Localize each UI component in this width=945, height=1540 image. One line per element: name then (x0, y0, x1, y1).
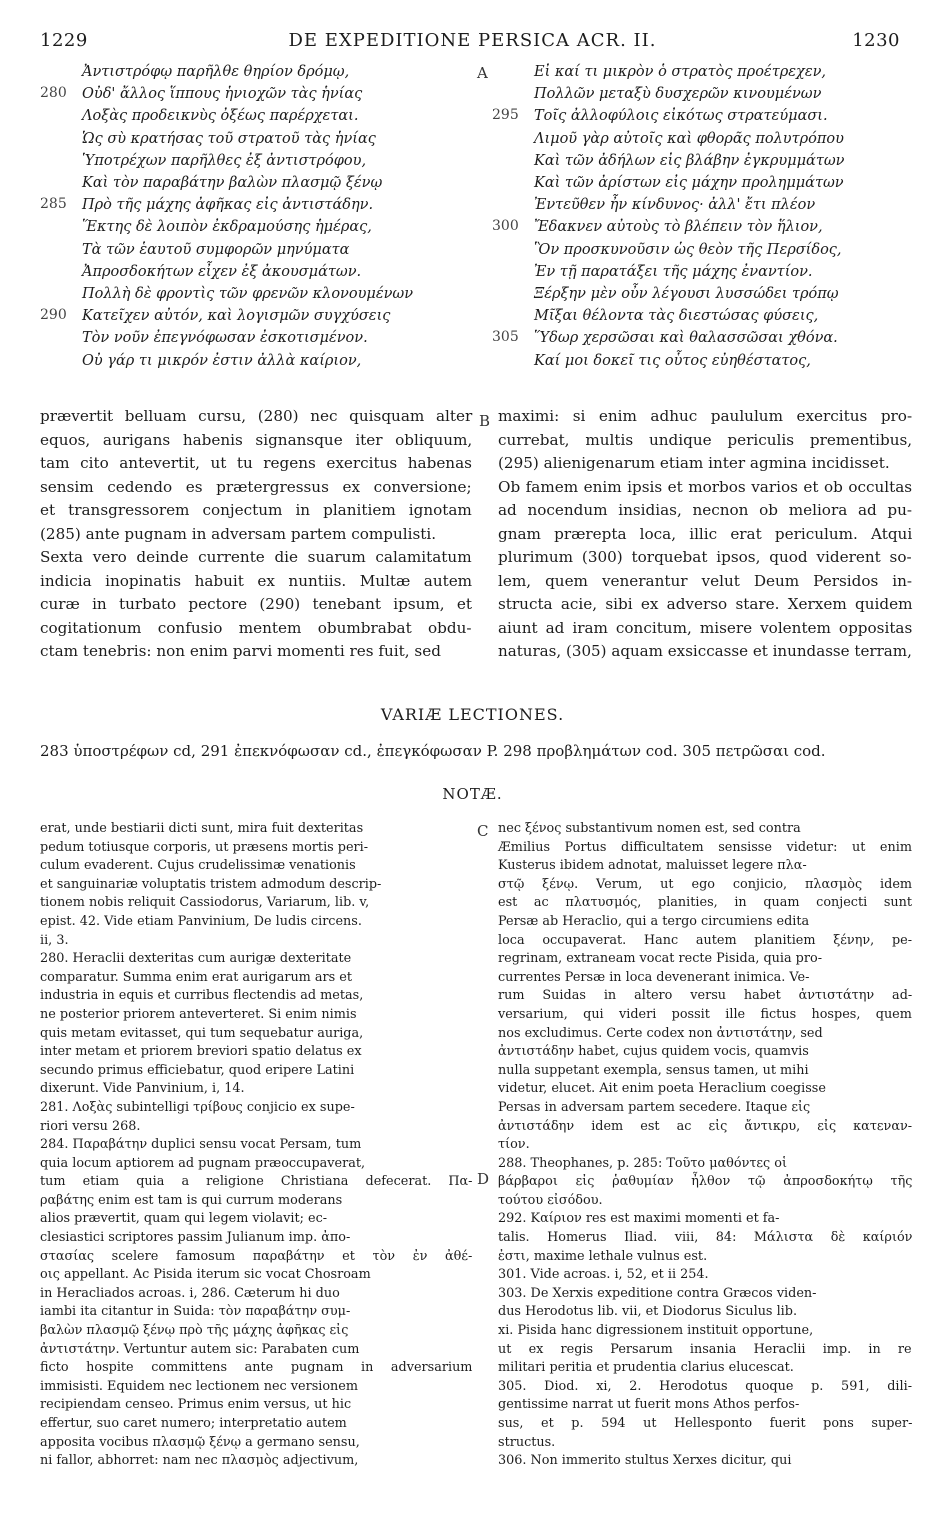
note-line: ἀντιστάτην. Vertuntur autem sic: Parabaten cum (40, 1341, 360, 1357)
verse-text: Τὸν νοῦν ἐπεγνόφωσαν ἐσκοτισμένον. (82, 330, 368, 347)
note-line: sus, et p. 594 ut Hellesponto fuerit pons super- (498, 1416, 913, 1431)
note-line: tionem nobis reliquit Cassiodorus, Variarum, lib. v, (40, 895, 370, 911)
latin-line: lem, quem venerantur velut Deum Persidos in- (498, 571, 913, 590)
latin-line: sensim cedendo es prætergressus ex conversione; (40, 477, 472, 496)
margin-letter-b: B (479, 412, 491, 430)
verse-text: Πολλὴ δὲ φροντὶς τῶν φρενῶν κλονουμένων (82, 286, 414, 302)
latin-line: cogitationum confusio mentem obumbrabat obdu- (40, 618, 472, 637)
note-line: Persas in adversam partem secedere. Itaque εἰς (498, 1099, 811, 1115)
note-line: βάρβαροι εἰς ῥαθυμίαν ἦλθον τῷ ἀπροσδοκήτῳ τῆς (498, 1174, 913, 1190)
greek-verses-right (492, 62, 912, 392)
verse-text: Καὶ τῶν ἀδήλων εἰς βλάβην ἐγκρυμμάτων (534, 152, 845, 169)
note-line: βαλὼν πλασμῷ ξένῳ πρὸ τῆς μάχης ἀφῆκας εἰς (40, 1323, 349, 1339)
note-line: secundo primus efficiebatur, quod eripere Latini (40, 1062, 355, 1078)
latin-line: Sexta vero deinde currente die suarum calamitatum (40, 548, 472, 566)
note-line: militari peritia et prudentia clarius elucescat. (498, 1360, 794, 1376)
note-line: talis. Homerus Iliad. viii, 84: Μάλιστα δὲ καίριόν (498, 1230, 913, 1246)
verse-text: Οὐδ' ἄλλος ἵππους ἡνιοχῶν τὰς ἡνίας (82, 86, 363, 103)
note-line: ne posterior priorem anteverteret. Si enim nimis (40, 1006, 357, 1022)
note-line: in Heracliados acroas. i, 286. Cæterum hi duo (40, 1285, 340, 1301)
latin-line: tam cito antevertit, ut tu regens exercitus habenas (40, 454, 472, 472)
note-line: apposita vocibus πλασμῷ ξένῳ a germano sensu, (40, 1434, 360, 1450)
note-line: industria in equis et curribus flectendis ad metas, (40, 988, 364, 1004)
running-title: DE EXPEDITIONE PERSICA ACR. II. (288, 30, 657, 51)
note-line: alios prævertit, quam qui legem violavit; ec- (40, 1211, 328, 1227)
latin-line: ctam tenebris: non enim parvi momenti res fuit, sed (40, 642, 441, 660)
latin-line: currebat, multis undique periculis prementibus, (498, 430, 913, 449)
verse-text: Ξέρξην μὲν οὖν λέγουσι λυσσώδει τρόπῳ (534, 286, 839, 302)
verse-text: Εἰ καί τι μικρὸν ὁ στρατὸς προέτρεχεν, (534, 64, 827, 80)
note-line: est ac πλατυσμός, planities, in quam conjecti sunt (498, 895, 913, 911)
verse-text: Ἔδακνεν αὐτοὺς τὸ βλέπειν τὸν ἥλιον, (534, 219, 823, 236)
note-line: τίον. (498, 1137, 530, 1153)
note-line: iambi ita citantur in Suida: τὸν παραβάτην συμ- (40, 1304, 351, 1320)
latin-translation-right (498, 405, 912, 664)
latin-line: ad nocendum insidias, necnon ob meliora ad pu- (498, 501, 913, 519)
latin-line: plurimum (300) torquebat ipsos, quod viderent so- (498, 548, 912, 566)
latin-line: prævertit belluam cursu, (280) nec quisquam alter (40, 407, 473, 425)
verse-text: Ὑποτρέχων παρῆλθες ἐξ ἀντιστρόφου, (82, 152, 367, 169)
page-number-left: 1229 (40, 30, 88, 51)
verse-text: Ἀπροσδοκήτων εἶχεν ἐξ ἀκουσμάτων. (82, 263, 362, 280)
note-line: Kusterus ibidem adnotat, maluisset legere πλα- (498, 858, 807, 874)
verse-text: Κατεῖχεν αὐτόν, καὶ λογισμῶν συγχύσεις (82, 308, 391, 325)
note-line: στῷ ξένῳ. Verum, ut ego conjicio, πλασμὸς idem (498, 876, 913, 892)
latin-line: structa acie, sibi ex adverso stare. Xerxem quidem (498, 595, 913, 613)
note-line: tum etiam quia a religione Christiana defecerat. Πα- (40, 1174, 473, 1190)
note-line: ut ex regis Persarum insania Heraclii imp. in re (498, 1341, 912, 1357)
verse-text: Καί μοι δοκεῖ τις οὗτος εὐηθέστατος, (534, 352, 811, 369)
note-line: ii, 3. (40, 932, 69, 948)
verse-text: Καὶ τὸν παραβάτην βαλὼν πλασμῷ ξένῳ (82, 175, 383, 191)
variae-lectiones-line: 283 ὑποστρέφων cd, 291 ἐπεκνόφωσαν cd., ἐπεγκόφωσαν P. 298 προβλημάτων cod. 305 πετρῶσαι cod. (40, 742, 826, 760)
verse-number: 295 (492, 107, 519, 124)
note-line: ραβάτης enim est tam is qui currum moderans (40, 1192, 343, 1208)
latin-line: maximi: si enim adhuc paululum exercitus pro- (498, 407, 913, 425)
page-number-right: 1230 (852, 30, 900, 51)
note-line: versarium, qui videri possit ille fictus hospes, quem (498, 1006, 912, 1022)
note-line: quia locum aptiorem ad pugnam præoccupaverat, (40, 1155, 366, 1171)
note-line: Persæ ab Heraclio, qui a tergo circumiens edita (498, 913, 810, 929)
verse-text: Τοῖς ἀλλοφύλοις εἰκότως στρατεύμασι. (534, 108, 828, 125)
verse-text: Πρὸ τῆς μάχης ἀφῆκας εἰς ἀντιστάδην. (82, 197, 374, 214)
latin-translation-left (40, 405, 472, 664)
note-line: immisisti. Equidem nec lectionem nec versionem (40, 1378, 359, 1394)
verse-text: Καὶ τῶν ἀρίστων εἰς μάχην προλημμάτων (534, 175, 844, 191)
latin-line: aiunt ad iram concitum, misere volentem oppositas (498, 618, 913, 637)
verse-text: Λιμοῦ γὰρ αὐτοῖς καὶ φθορᾶς πολυτρόπου (534, 130, 844, 147)
verse-number: 290 (40, 307, 67, 324)
note-line: erat, unde bestiarii dicti sunt, mira fuit dexteritas (40, 821, 364, 836)
verse-number: 280 (40, 85, 67, 102)
note-line: xi. Pisida hanc digressionem instituit opportune, (498, 1323, 814, 1339)
note-line: στασίας scelere famosum παραβάτην et τὸν ἐν ἀθέ- (40, 1248, 473, 1264)
note-line: inter metam et priorem breviori spatio delatus ex (40, 1044, 362, 1060)
note-line: 292. Καίριον res est maximi momenti et fa- (498, 1211, 780, 1227)
note-line: 281. Λοξὰς subintelligi τρίβους conjicio ex supe- (40, 1099, 355, 1115)
latin-line: et transgressorem conjectum in planitiem ignotam (40, 501, 472, 519)
note-line: comparatur. Summa enim erat aurigarum ars et (40, 969, 352, 985)
note-line: 306. Non immerito stultus Xerxes dicitur, qui (498, 1453, 792, 1469)
latin-line: Ob famem enim ipsis et morbos varios et ob occultas (498, 477, 913, 496)
latin-line: (285) ante pugnam in adversam partem compulisti. (40, 524, 437, 543)
latin-line: (295) alienigenarum etiam inter agmina incidisset. (498, 454, 890, 472)
notes-column-right (498, 820, 912, 1471)
note-line: ἀντιστάδην idem est ac εἰς ἄντικρυ, εἰς κατεναν- (498, 1118, 913, 1134)
note-line: loca occupaverat. Hanc autem planitiem ξένην, pe- (498, 932, 913, 948)
note-line: ni fallor, abhorret: nam nec πλασμὸς adjectivum, (40, 1453, 359, 1469)
latin-line: equos, aurigans habenis signansque iter obliquum, (40, 430, 473, 449)
verse-number: 305 (492, 329, 519, 346)
note-line: ficto hospite committens ante pugnam in adversarium (40, 1360, 473, 1376)
note-line: epist. 42. Vide etiam Panvinium, De ludis circens. (40, 913, 362, 929)
note-line: 305. Diod. xi, 2. Herodotus quoque p. 591, dili- (498, 1378, 913, 1394)
note-line: ἀντιστάδην habet, cujus quidem vocis, quamvis (498, 1044, 809, 1060)
note-line: dixerunt. Vide Panvinium, i, 14. (40, 1081, 245, 1097)
notes-column-left (40, 820, 472, 1471)
margin-letter-a: A (477, 64, 488, 82)
latin-line: curæ in turbato pectore (290) tenebant ipsum, et (40, 595, 472, 613)
note-line: regrinam, extraneam vocat recte Pisida, quia pro- (498, 951, 823, 967)
margin-letter-d: D (477, 1170, 490, 1188)
note-line: dus Herodotus lib. vii, et Diodorus Siculus lib. (498, 1304, 798, 1320)
note-line: 301. Vide acroas. i, 52, et ii 254. (498, 1267, 709, 1283)
margin-letter-c: C (477, 822, 489, 840)
greek-verses-left (40, 62, 460, 392)
verse-text: Ἐντεῦθεν ἦν κίνδυνος· ἀλλ' ἔτι πλέον (534, 197, 816, 214)
note-line: gentissime narrat ut fuerit mons Athos perfos- (498, 1397, 800, 1413)
note-line: τούτου εἰσόδου. (498, 1192, 603, 1208)
verse-text: Ἀντιστρόφῳ παρῆλθε θηρίον δρόμῳ, (82, 64, 350, 80)
note-line: recipiendam censeo. Primus enim versus, ut hic (40, 1397, 352, 1413)
variae-lectiones-title: VARIÆ LECTIONES. (380, 705, 565, 724)
note-line: effertur, suo caret numero; interpretatio autem (40, 1416, 347, 1431)
latin-line: indicia inopinatis habuit ex nuntiis. Multæ autem (40, 571, 473, 590)
verse-text: Ὕδωρ χερσῶσαι καὶ θαλασσῶσαι χθόνα. (534, 330, 838, 347)
note-line: 280. Heraclii dexteritas cum aurigæ dexteritate (40, 951, 352, 967)
note-line: clesiastici scriptores passim Julianum imp. ἀπο- (40, 1230, 351, 1246)
verse-number: 285 (40, 196, 67, 213)
note-line: nos excludimus. Certe codex non ἀντιστάτην, sed (498, 1025, 823, 1041)
verse-text: Οὐ γάρ τι μικρόν ἐστιν ἀλλὰ καίριον, (82, 352, 362, 369)
note-line: videtur, elucet. Ait enim poeta Heraclium coegisse (498, 1081, 826, 1097)
verse-number: 300 (492, 218, 519, 235)
note-line: pedum totiusque corporis, ut præsens mortis peri- (40, 839, 369, 855)
note-line: 284. Παραβάτην duplici sensu vocat Persam, tum (40, 1137, 362, 1153)
verse-text: Μῖξαι θέλοντα τὰς διεστώσας φύσεις, (534, 308, 819, 325)
notae-title: NOTÆ. (442, 785, 503, 803)
note-line: Æmilius Portus difficultatem sensisse videtur: ut enim (498, 839, 912, 855)
note-line: οις appellant. Ac Pisida iterum sic vocat Chosroam (40, 1267, 371, 1283)
note-line: structus. (498, 1434, 556, 1450)
note-line: 303. De Xerxis expeditione contra Græcos viden- (498, 1285, 817, 1301)
verse-text: Λοξὰς προδεικνὺς ὀξέως παρέρχεται. (82, 108, 359, 125)
note-line: 288. Theophanes, p. 285: Τοῦτο μαθόντες οἱ (498, 1155, 788, 1171)
note-line: quis metam evitasset, qui tum sequebatur auriga, (40, 1025, 364, 1041)
verse-text: Πολλῶν μεταξὺ δυσχερῶν κινουμένων (534, 86, 822, 103)
latin-line: gnam prærepta loca, illic erat periculum. Atqui (498, 524, 913, 543)
verse-text: Ὃν προσκυνοῦσιν ὡς θεὸν τῆς Περσίδος, (534, 241, 842, 258)
note-line: culum evaderent. Cujus crudelissimæ venationis (40, 858, 356, 874)
latin-line: naturas, (305) aquam exsiccasse et inundasse terram, (498, 642, 912, 660)
note-line: currentes Persæ in loca devenerant inimica. Ve- (498, 969, 810, 985)
note-line: et sanguinariæ voluptatis tristem admodum descrip- (40, 876, 382, 892)
note-line: nec ξένος substantivum nomen est, sed contra (498, 821, 801, 836)
note-line: rum Suidas in altero versu habet ἀντιστάτην ad- (498, 988, 913, 1004)
note-line: ἐστι, maxime lethale vulnus est. (498, 1248, 708, 1264)
verse-text: Ὡς σὺ κρατήσας τοῦ στρατοῦ τὰς ἡνίας (82, 130, 376, 147)
verse-text: Ἕκτης δὲ λοιπὸν ἐκδραμούσης ἡμέρας, (82, 219, 372, 236)
note-line: riori versu 268. (40, 1118, 141, 1134)
verse-text: Τὰ τῶν ἑαυτοῦ συμφορῶν μηνύματα (82, 241, 350, 258)
verse-text: Ἐν τῇ παρατάξει τῆς μάχης ἐναντίον. (534, 263, 813, 280)
note-line: nulla suppetant exempla, sensus tamen, ut mihi (498, 1062, 809, 1078)
